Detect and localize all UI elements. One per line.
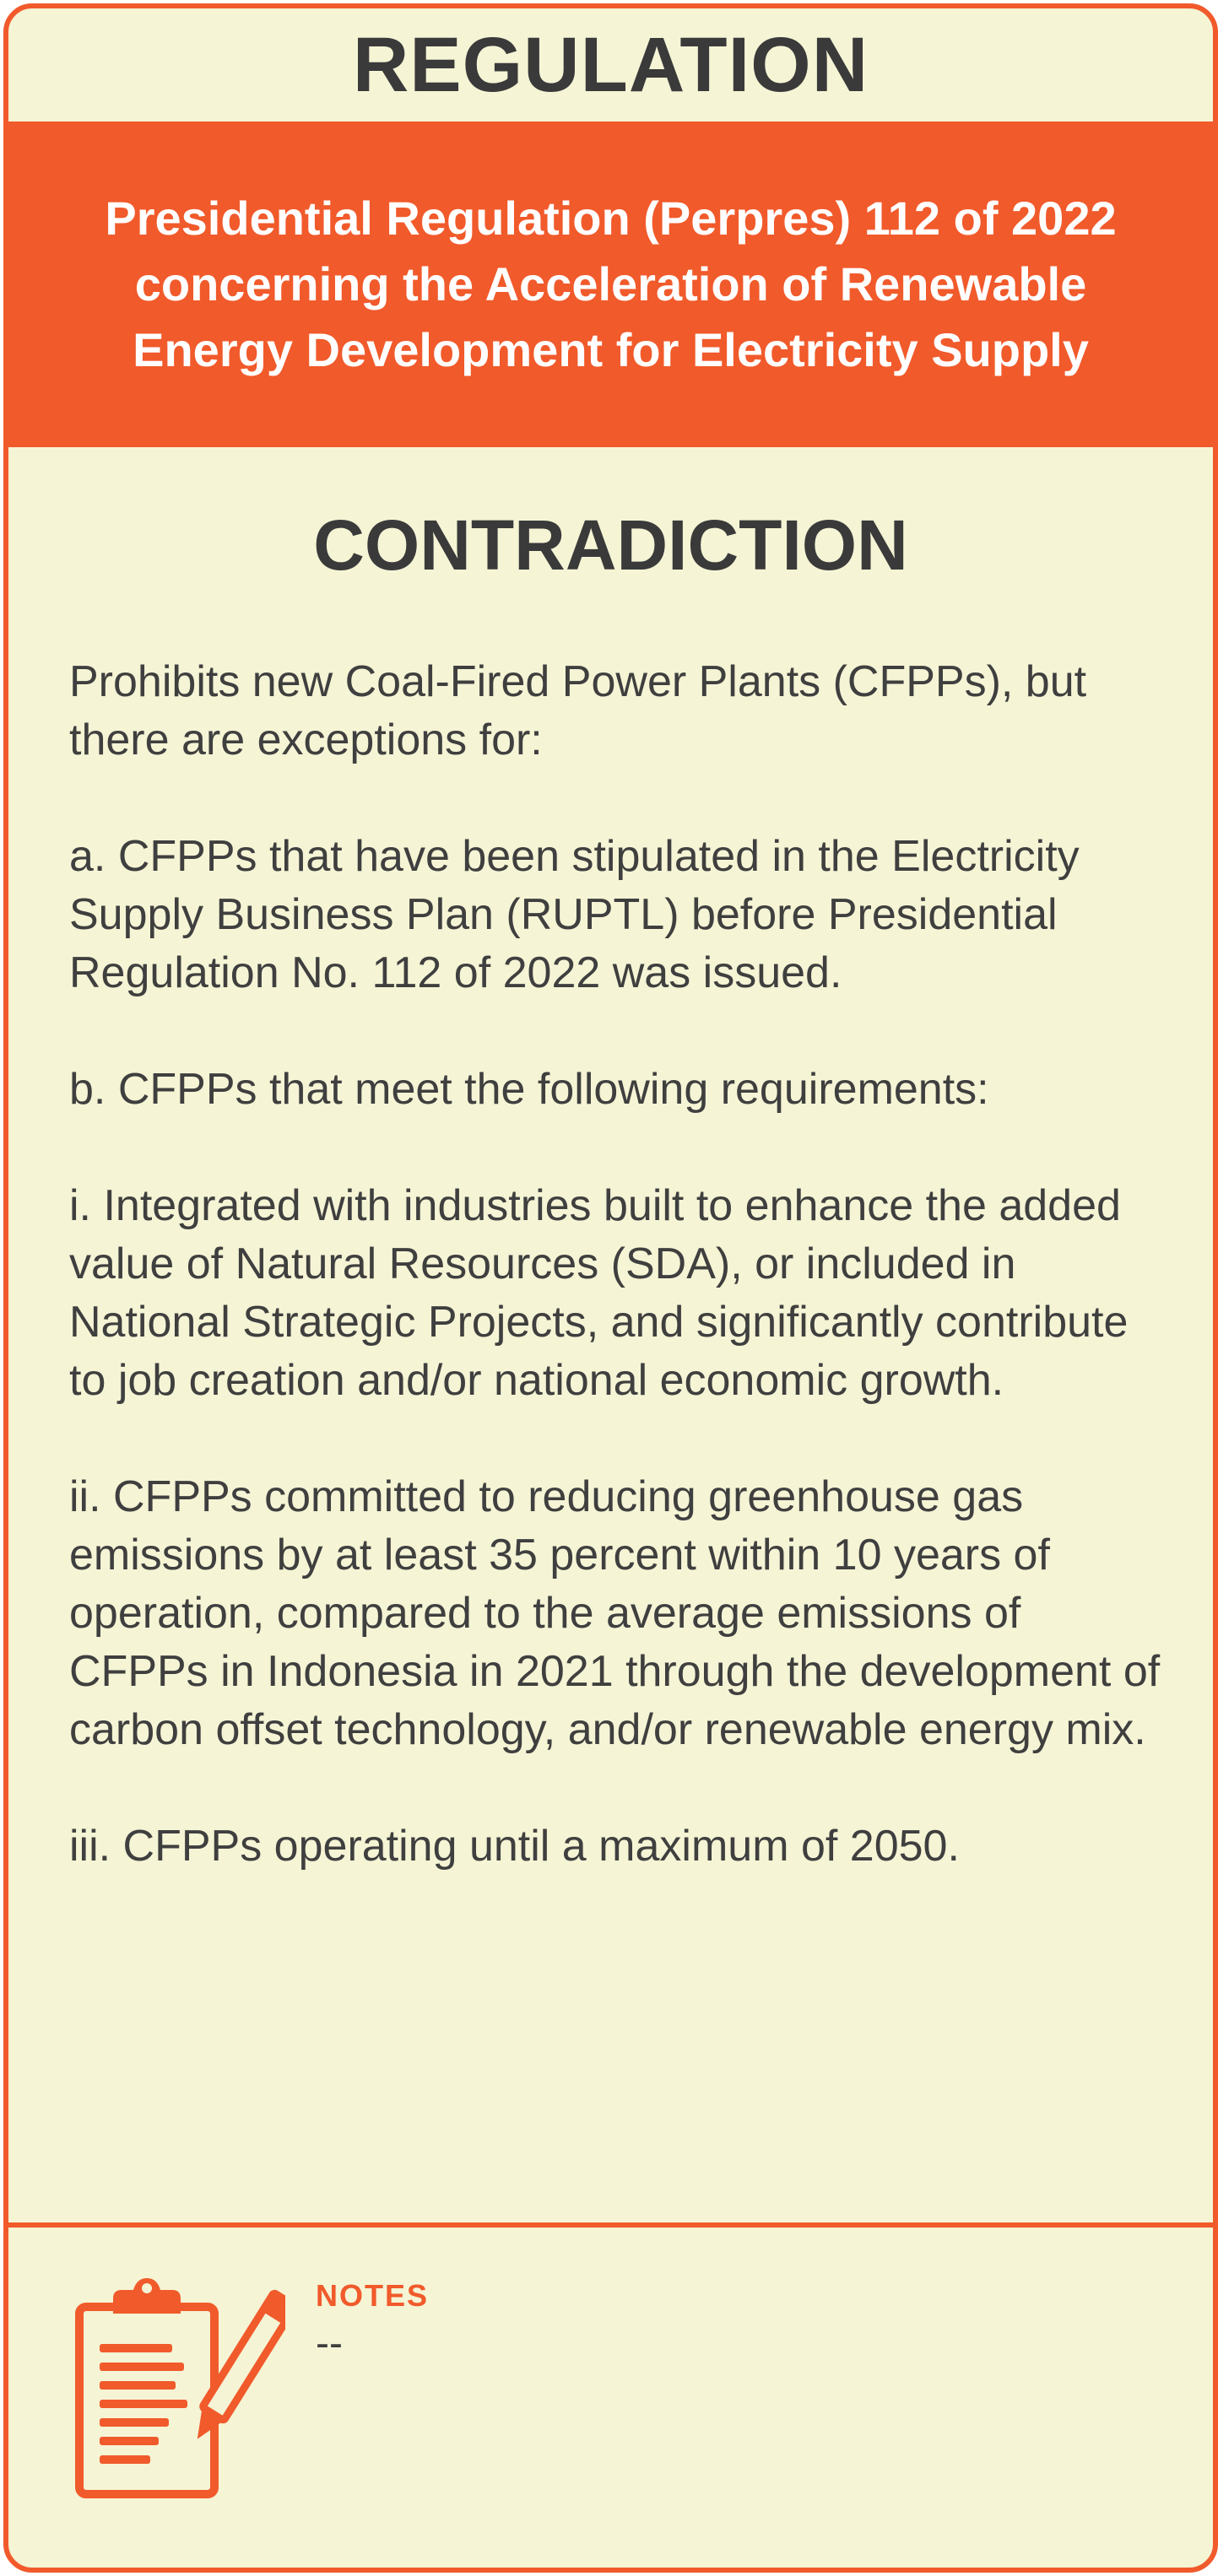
regulation-banner: [8, 122, 1213, 447]
regulation-card: [3, 3, 1218, 2573]
paragraph-iii: iii. CFPPs operating until a maximum of 2050.: [69, 1822, 960, 1871]
section-title: CONTRADICTION: [313, 505, 908, 585]
paragraph-i: i. Integrated with industries built to enhance the added value of Natural Resources (SDA), or included in National Strategic Projects, and significantly contribute to job creation and/or national economic growth.: [69, 1181, 1129, 1405]
paragraph-b: b. CFPPs that meet the following requirements:: [69, 1065, 989, 1114]
paragraph-ii: ii. CFPPs committed to reducing greenhouse gas emissions by at least 35 percent within 10 years of operation, compared to the average emissions of CFPPs in Indonesia in 2021 through the development of carbon offset technology, and/or renewable energy mix.: [69, 1472, 1161, 1754]
paragraph-a: a. CFPPs that have been stipulated in the Electricity Supply Business Plan (RUPTL) before Presidential Regulation No. 112 of 2022 was issued.: [69, 832, 1080, 997]
notes-label: NOTES: [316, 2278, 430, 2313]
notes-value: --: [316, 2321, 343, 2366]
regulation-name: Presidential Regulation (Perpres) 112 of 2022 concerning the Acceleration of Renewable Energy Development for Electricity Supply: [105, 192, 1117, 376]
contradiction-body: [69, 653, 1167, 1934]
notes-divider: [8, 2222, 1213, 2228]
clipboard-pencil-icon: [74, 2276, 285, 2504]
paragraph-intro: Prohibits new Coal-Fired Power Plants (CFPPs), but there are exceptions for:: [69, 657, 1087, 764]
header-title: REGULATION: [352, 21, 869, 108]
